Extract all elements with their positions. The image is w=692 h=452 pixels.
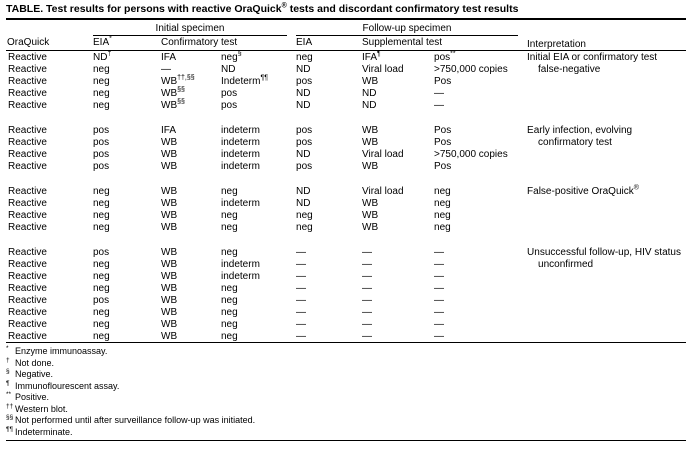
table-cell: WB — [161, 136, 178, 148]
interpretation-cell — [526, 160, 686, 172]
table-cell: WB — [161, 160, 178, 172]
interpretation-cell: Early infection, evolving — [527, 124, 633, 136]
table-cell: Reactive — [8, 185, 47, 197]
interpretation-cell: Unsuccessful follow-up, HIV status — [527, 246, 681, 258]
table-cell: pos — [93, 294, 110, 306]
table-cell: neg§ — [221, 50, 242, 63]
table-cell: neg — [221, 282, 238, 294]
table-cell: pos** — [434, 50, 456, 63]
table-cell: neg — [93, 209, 110, 221]
bottom-rule — [6, 440, 686, 441]
table-cell: Reactive — [8, 282, 47, 294]
footnote-line: § Negative. — [6, 368, 54, 379]
table-cell: >750,000 copies — [434, 63, 508, 75]
table-cell: ND — [362, 99, 377, 111]
table-cell: WB — [161, 221, 178, 233]
table-cell: neg — [296, 51, 313, 63]
registered-trademark-symbol: ® — [281, 2, 287, 10]
table-row — [6, 318, 686, 330]
table-cell: WB — [161, 185, 178, 197]
table-cell: Viral load — [362, 148, 404, 160]
table-cell: Reactive — [8, 270, 47, 282]
table-row — [6, 148, 686, 160]
table-cell: WB — [161, 306, 178, 318]
table-row — [6, 209, 686, 221]
interpretation-cell — [526, 148, 686, 160]
footnote-marker: ¶ — [377, 50, 381, 58]
table-cell: neg — [434, 185, 451, 197]
table-cell: — — [296, 318, 307, 330]
table-cell: ND — [296, 148, 311, 160]
table-cell: WB — [362, 124, 379, 136]
footnote-line: §§ Not performed until after surveillance follow-up was initiated. — [6, 414, 256, 425]
interpretation-cell: unconfirmed — [538, 258, 594, 270]
table-cell: neg — [93, 306, 110, 318]
table-cell: — — [296, 330, 307, 342]
table-row — [6, 282, 686, 294]
interpretation-cell — [526, 330, 686, 343]
table-cell: indeterm — [221, 148, 260, 160]
table-row — [6, 246, 686, 258]
group-spacer-row — [6, 233, 686, 246]
table-title-post: tests and discordant confirmatory test results — [286, 3, 519, 15]
table-cell: neg — [93, 99, 110, 111]
table-cell: — — [362, 330, 373, 342]
eia-initial-label: EIA — [93, 37, 110, 48]
table-row — [6, 258, 686, 270]
table-cell: neg — [221, 209, 238, 221]
table-cell: neg — [93, 221, 110, 233]
table-cell: WB — [161, 197, 178, 209]
group-spacer-row — [6, 172, 686, 185]
table-cell: — — [296, 294, 307, 306]
footnote-marker: ** — [450, 50, 456, 58]
table-cell: Pos — [434, 160, 452, 172]
table-cell: WB — [161, 246, 178, 258]
table-cell: Reactive — [8, 294, 47, 306]
table-cell: indeterm — [221, 197, 260, 209]
table-cell: — — [434, 87, 445, 99]
table-cell: pos — [93, 136, 110, 148]
table-row — [6, 63, 686, 75]
table-row — [6, 185, 686, 197]
table-cell: WB — [362, 221, 379, 233]
table-cell: WB — [362, 136, 379, 148]
footnote-text: Positive. — [15, 392, 50, 402]
table-cell: pos — [93, 124, 110, 136]
table-cell: >750,000 copies — [434, 148, 508, 160]
table-cell: WB — [362, 209, 379, 221]
table-cell: pos — [93, 246, 110, 258]
footnote-marker: ¶¶ — [260, 74, 268, 82]
table-cell: neg — [93, 75, 110, 87]
footnote-marker: ††,§§ — [177, 74, 195, 82]
table-cell: pos — [296, 160, 313, 172]
table-cell: — — [296, 306, 307, 318]
results-table — [6, 20, 686, 343]
table-cell: Pos — [434, 75, 452, 87]
interpretation-cell — [526, 318, 686, 330]
table-cell: — — [434, 246, 445, 258]
footnote-line: † Not done. — [6, 356, 55, 368]
table-cell: WB††,§§ — [161, 74, 195, 87]
table-cell: neg — [221, 306, 238, 318]
table-cell: neg — [93, 282, 110, 294]
table-cell: ND — [296, 185, 311, 197]
table-row — [6, 87, 686, 99]
table-row — [6, 221, 686, 233]
table-cell: WB — [362, 160, 379, 172]
table-cell: Reactive — [8, 306, 47, 318]
table-cell: neg — [93, 318, 110, 330]
table-cell: — — [362, 306, 373, 318]
table-cell: neg — [296, 221, 313, 233]
table-cell: — — [434, 294, 445, 306]
table-cell: Reactive — [8, 330, 47, 342]
footnote-line: ¶ Immunoflourescent assay. — [6, 379, 120, 391]
table-cell: — — [362, 258, 373, 270]
table-cell: neg — [93, 87, 110, 99]
followup-specimen-label: Follow-up specimen — [296, 23, 518, 36]
interpretation-cell — [526, 209, 686, 221]
interpretation-cell: Initial EIA or confirmatory test — [527, 51, 658, 63]
footnote-line: †† Western blot. — [6, 402, 68, 414]
oraquick-header: OraQuick — [6, 37, 92, 51]
table-cell: — — [296, 282, 307, 294]
footnote-marker: §§ — [177, 98, 185, 106]
table-cell: WB — [161, 330, 178, 342]
initial-specimen-label: Initial specimen — [93, 23, 287, 36]
table-cell: WB — [161, 282, 178, 294]
table-cell: Reactive — [8, 99, 47, 111]
footnote-text: Not performed until after surveillance follow-up was initiated. — [15, 415, 256, 425]
table-cell: — — [434, 318, 445, 330]
table-cell: — — [362, 246, 373, 258]
table-cell: pos — [221, 99, 238, 111]
table-cell: neg — [434, 197, 451, 209]
table-cell: Reactive — [8, 197, 47, 209]
footnote-text: Negative. — [15, 369, 54, 379]
interpretation-cell — [526, 282, 686, 294]
table-cell: Pos — [434, 136, 452, 148]
table-cell: Reactive — [8, 318, 47, 330]
footnote-marker: ® — [633, 184, 639, 192]
table-cell: — — [296, 258, 307, 270]
table-cell: Reactive — [8, 221, 47, 233]
table-cell: ND — [296, 87, 311, 99]
interpretation-cell — [526, 197, 686, 209]
table-cell: WB — [161, 294, 178, 306]
table-cell: WB — [161, 270, 178, 282]
table-row — [6, 294, 686, 306]
initial-specimen-header — [92, 20, 295, 37]
table-body — [6, 51, 686, 343]
table-cell: WB — [161, 318, 178, 330]
confirmatory-test-header: Confirmatory test — [160, 37, 295, 51]
table-cell: neg — [221, 330, 238, 342]
interpretation-cell — [526, 99, 686, 111]
table-cell: ND† — [93, 50, 112, 63]
empty-header-cell — [6, 20, 92, 37]
interpretation-cell — [526, 270, 686, 282]
table-cell: — — [362, 282, 373, 294]
table-cell: Pos — [434, 124, 452, 136]
table-row — [6, 124, 686, 136]
table-cell: — — [434, 258, 445, 270]
table-cell: WB — [161, 258, 178, 270]
table-cell: — — [296, 270, 307, 282]
table-cell: ND — [362, 87, 377, 99]
interpretation-cell: confirmatory test — [538, 136, 612, 148]
table-cell: — — [434, 270, 445, 282]
table-cell: WB — [362, 75, 379, 87]
table-row — [6, 306, 686, 318]
group-header-row — [6, 20, 686, 37]
table-cell: Reactive — [8, 75, 47, 87]
table-cell: ND — [296, 99, 311, 111]
table-row — [6, 330, 686, 343]
footnotes — [6, 346, 686, 438]
footnote-line: ** Positive. — [6, 391, 50, 402]
table-cell: pos — [296, 124, 313, 136]
table-cell: indeterm — [221, 124, 260, 136]
table-cell: Reactive — [8, 63, 47, 75]
table-cell: — — [434, 306, 445, 318]
followup-specimen-header — [295, 20, 526, 37]
table-cell: neg — [434, 221, 451, 233]
footnote-line: ¶¶ Indeterminate. — [6, 425, 73, 437]
footnote-marker: † — [107, 50, 112, 58]
table-cell: pos — [93, 160, 110, 172]
table-cell: — — [434, 330, 445, 342]
table-cell: IFA — [161, 124, 177, 136]
footnote-marker: §§ — [177, 86, 185, 94]
table-cell: IFA¶ — [362, 50, 381, 63]
table-cell: Reactive — [8, 124, 47, 136]
table-cell: pos — [93, 148, 110, 160]
interpretation-header: Interpretation — [526, 20, 686, 51]
table-cell: Reactive — [8, 258, 47, 270]
table-cell: WB — [362, 197, 379, 209]
table-cell: — — [434, 282, 445, 294]
footnote-marker: § — [237, 50, 242, 58]
table-cell: WB§§ — [161, 86, 185, 99]
table-cell: indeterm — [221, 270, 260, 282]
table-cell: neg — [221, 246, 238, 258]
table-row — [6, 99, 686, 111]
table-cell: pos — [296, 136, 313, 148]
table-cell: neg — [296, 209, 313, 221]
table-row — [6, 197, 686, 209]
table-cell: — — [362, 270, 373, 282]
table-cell: Viral load — [362, 63, 404, 75]
interpretation-cell: False-positive OraQuick® — [527, 184, 639, 197]
interpretation-cell — [526, 221, 686, 233]
eia-followup-header: EIA — [295, 37, 361, 51]
table-cell: Reactive — [8, 209, 47, 221]
table-cell: Reactive — [8, 160, 47, 172]
footnote-text: Western blot. — [15, 403, 68, 414]
table-cell: — — [362, 294, 373, 306]
table-cell: IFA — [161, 51, 177, 63]
table-cell: Reactive — [8, 246, 47, 258]
table-cell: WB§§ — [161, 98, 185, 111]
interpretation-cell — [526, 294, 686, 306]
table-title — [6, 3, 686, 20]
table-cell: ND — [296, 63, 311, 75]
table-cell: — — [296, 246, 307, 258]
table-row — [6, 160, 686, 172]
table-cell: — — [362, 318, 373, 330]
table-cell: indeterm — [221, 160, 260, 172]
table-cell: Reactive — [8, 51, 47, 63]
footnote-line: * Enzyme immunoassay. — [6, 345, 108, 356]
table-cell: neg — [221, 221, 238, 233]
table-cell: pos — [296, 75, 313, 87]
group-spacer-row — [6, 111, 686, 124]
table-cell: WB — [161, 148, 178, 160]
table-cell: neg — [93, 185, 110, 197]
footnote-text: Enzyme immunoassay. — [15, 346, 108, 356]
interpretation-cell — [526, 75, 686, 87]
table-title-pre: TABLE. Test results for persons with reactive OraQuick — [6, 3, 282, 15]
table-cell: neg — [93, 197, 110, 209]
table-cell: pos — [221, 87, 238, 99]
table-cell: Viral load — [362, 185, 404, 197]
table-header — [6, 20, 686, 51]
table-cell: — — [434, 99, 445, 111]
table-row — [6, 75, 686, 87]
footnote-text: Not done. — [15, 357, 55, 368]
table-cell: indeterm — [221, 136, 260, 148]
table-cell: neg — [221, 294, 238, 306]
table-cell: neg — [93, 258, 110, 270]
table-cell: indeterm — [221, 258, 260, 270]
interpretation-cell — [526, 306, 686, 318]
footnote-text: Immunoflourescent assay. — [15, 380, 120, 391]
table-cell: Indeterm¶¶ — [221, 74, 268, 87]
table-cell: — — [161, 63, 171, 75]
table-row — [6, 270, 686, 282]
table-cell: Reactive — [8, 148, 47, 160]
table-cell: ND — [221, 63, 236, 75]
eia-initial-footnote-marker: * — [109, 35, 112, 43]
table-cell: WB — [161, 209, 178, 221]
table-cell: Reactive — [8, 87, 47, 99]
supplemental-test-header: Supplemental test — [361, 37, 526, 51]
table-row — [6, 51, 686, 64]
table-cell: neg — [434, 209, 451, 221]
table-row — [6, 136, 686, 148]
table-cell: neg — [221, 318, 238, 330]
eia-initial-header — [92, 37, 160, 51]
table-cell: neg — [93, 330, 110, 342]
footnote-text: Indeterminate. — [15, 426, 73, 437]
table-cell: Reactive — [8, 136, 47, 148]
table-cell: ND — [296, 197, 311, 209]
interpretation-cell — [526, 87, 686, 99]
table-cell: neg — [93, 270, 110, 282]
interpretation-cell: false-negative — [538, 63, 601, 75]
table-cell: neg — [221, 185, 238, 197]
table-cell: neg — [93, 63, 110, 75]
